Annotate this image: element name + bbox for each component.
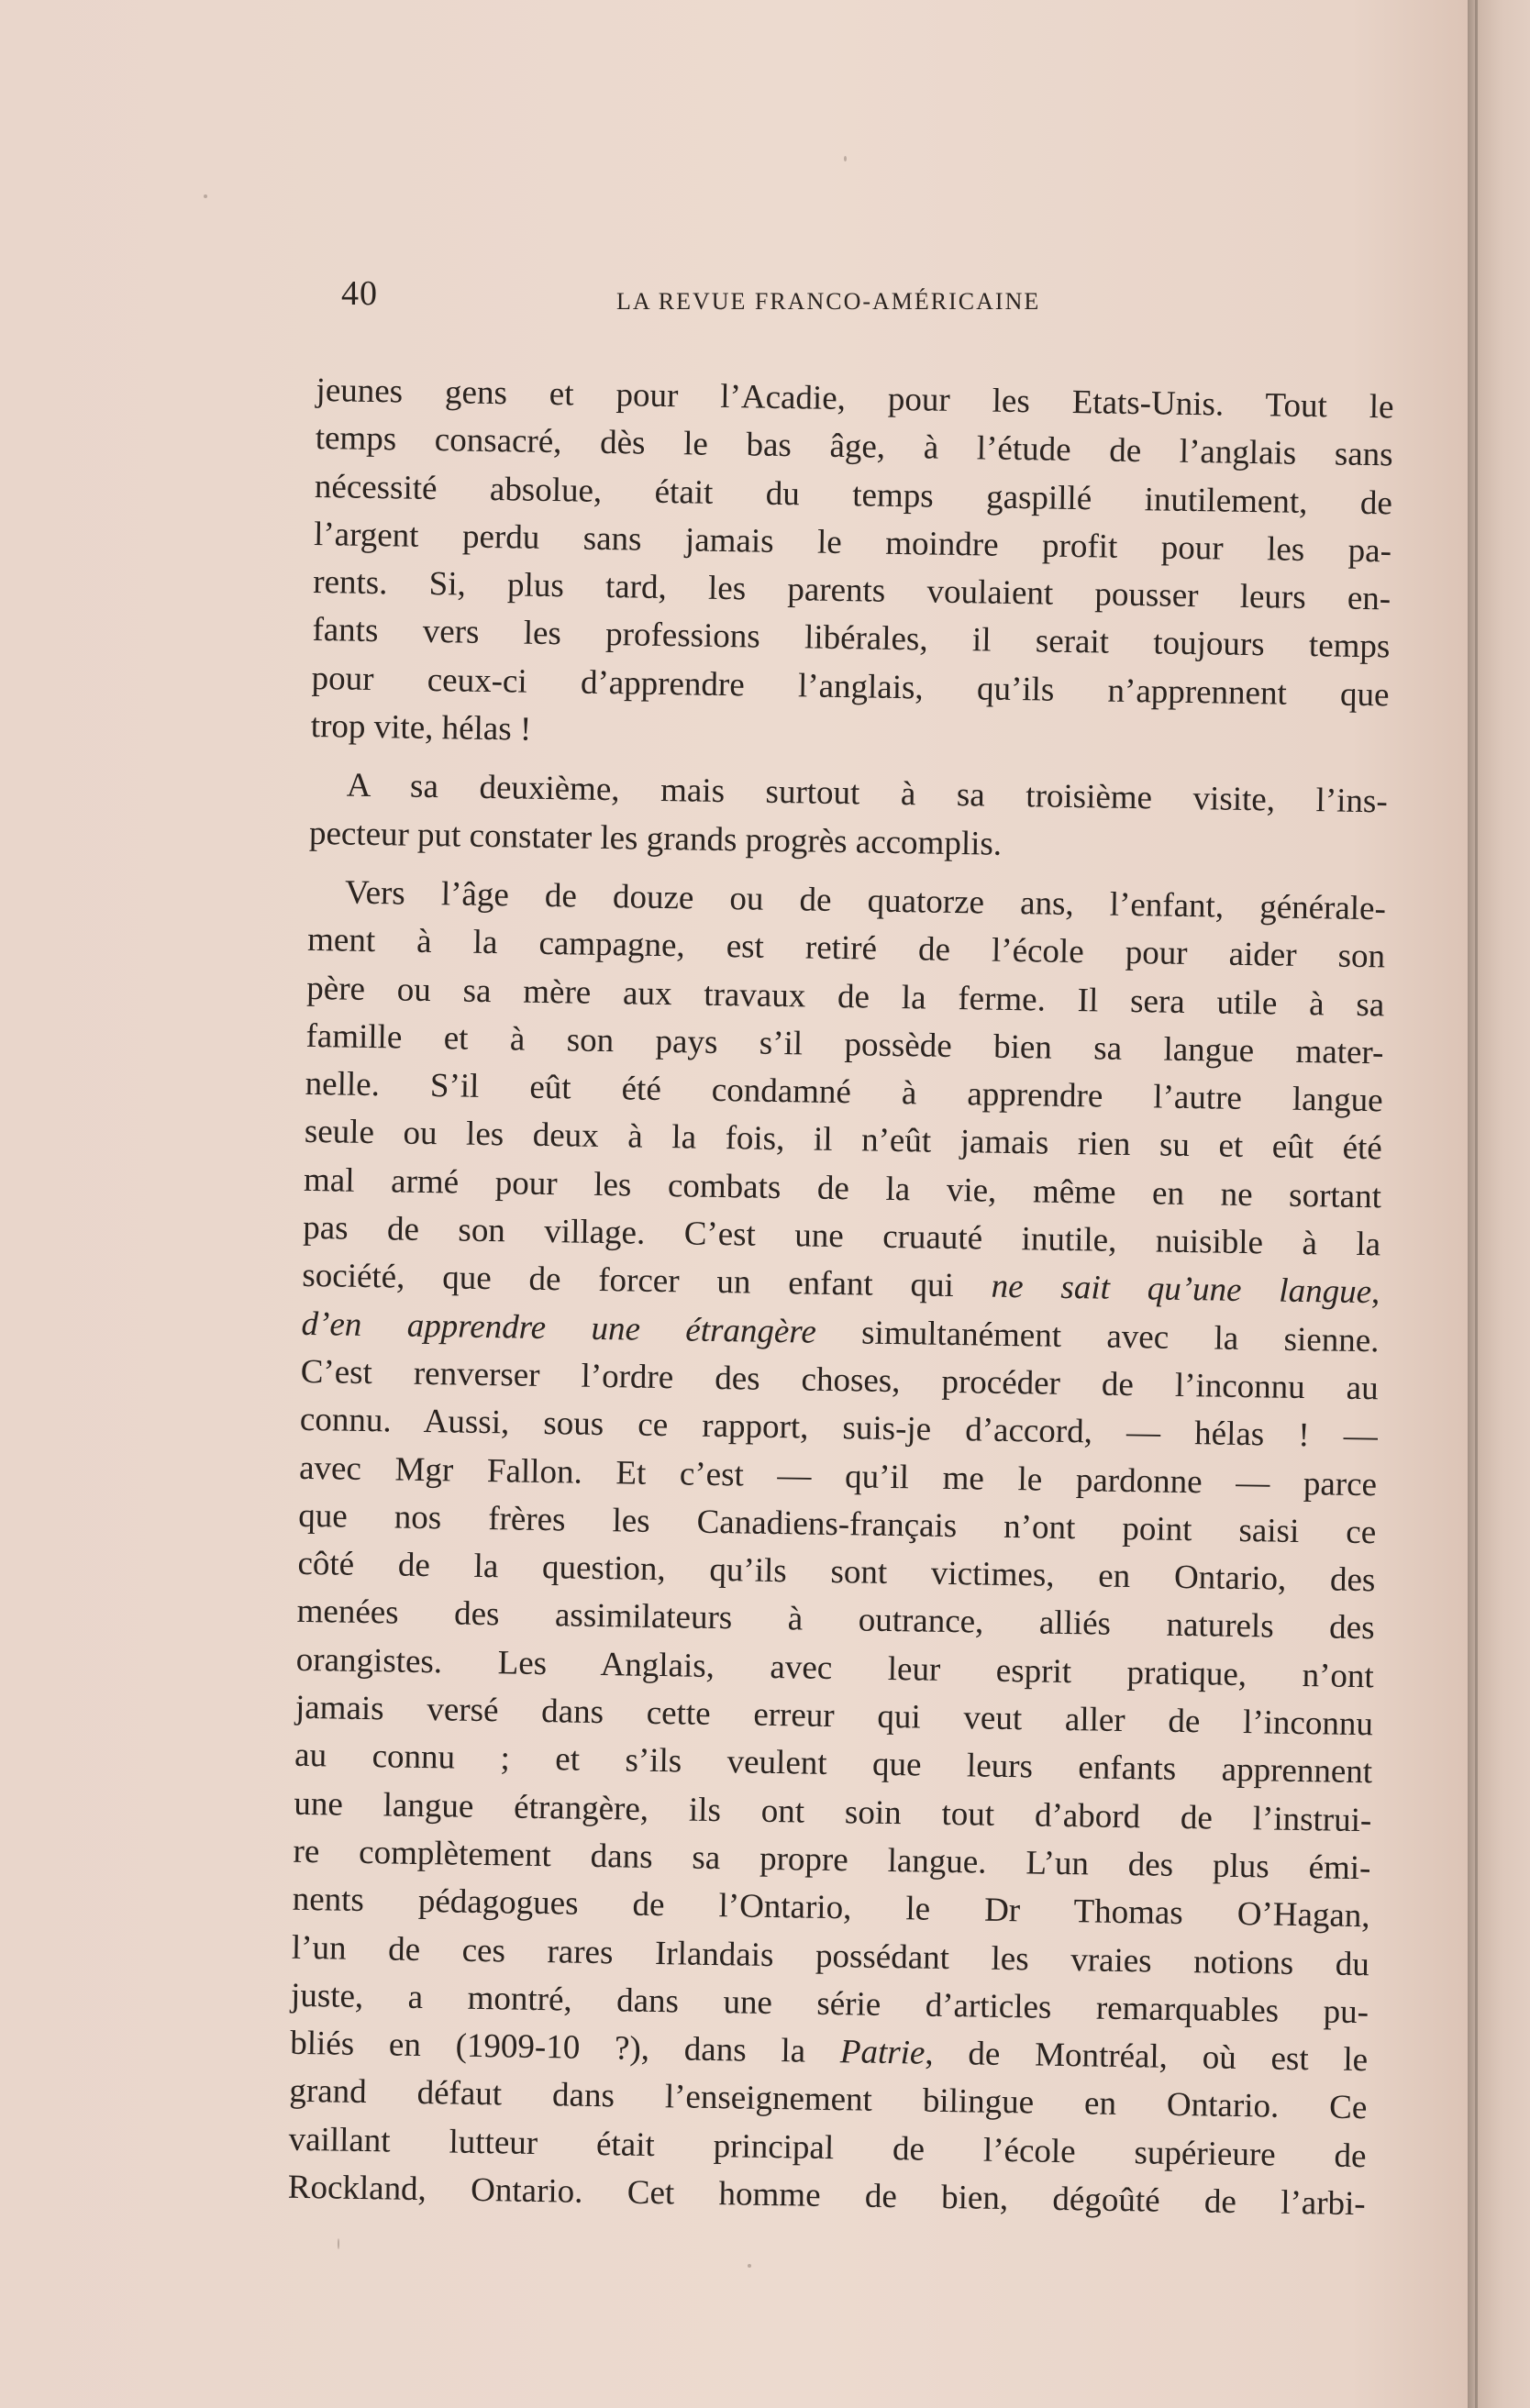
text-line: d’en apprendre une étrangère simultanément avec la sienne. xyxy=(301,1304,1380,1359)
text-line: ment à la campagne, est retiré de l’école pour aider son xyxy=(306,921,1386,976)
text-line: jamais versé dans cette erreur qui veut aller de l’inconnu xyxy=(294,1688,1374,1744)
text-line: avec Mgr Fallon. Et c’est — qu’il me le pardonne — parce xyxy=(298,1448,1378,1504)
paragraph-1 xyxy=(310,367,1416,768)
running-head xyxy=(341,273,1148,328)
paragraph-2 xyxy=(309,761,1411,874)
text-line: re complètement dans sa propre langue. L’un des plus émi- xyxy=(293,1832,1371,1888)
text-line: l’un de ces rares Irlandais possédant les vraies notions du xyxy=(291,1928,1370,1983)
text-line: société, que de forcer un enfant qui ne sait qu’une langue, xyxy=(302,1257,1380,1312)
text-line: pas de son village. C’est une cruauté inutile, nuisible à la xyxy=(302,1208,1381,1264)
text-line: seule ou les deux à la fois, il n’eût jamais rien su et eût été xyxy=(304,1113,1383,1168)
text-line: connu. Aussi, sous ce rapport, suis-je d’accord, — hélas ! — xyxy=(299,1401,1379,1456)
paper-speck xyxy=(338,2238,339,2249)
text-line: nécessité absolue, était du temps gaspillé inutilement, de xyxy=(314,467,1393,523)
journal-title: LA REVUE FRANCO-AMÉRICAINE xyxy=(616,288,1041,315)
text-line: juste, a montré, dans une série d’articles remarquables pu- xyxy=(290,1976,1369,2032)
text-line: bliés en (1909-10 ?), dans la Patrie, de Montréal, où est le xyxy=(289,2024,1369,2080)
text-line: nelle. S’il eût été condamné à apprendre l’autre langue xyxy=(305,1065,1383,1120)
text-line: père ou sa mère aux travaux de la ferme. Il sera utile à sa xyxy=(306,969,1385,1024)
text-line: Vers l’âge de douze ou de quatorze ans, l’enfant, générale- xyxy=(344,873,1387,928)
text-line: orangistes. Les Anglais, avec leur esprit pratique, n’ont xyxy=(295,1640,1375,1695)
text-line: trop vite, hélas ! xyxy=(310,707,532,749)
text-line: jeunes gens et pour l’Acadie, pour les Etats-Unis. Tout le xyxy=(316,371,1394,427)
text-line: fants vers les professions libérales, il serait toujours temps xyxy=(312,611,1391,666)
text-line: mal armé pour les combats de la vie, même en ne sortant xyxy=(303,1160,1382,1216)
text-line: famille et à son pays s’il possède bien sa langue mater- xyxy=(305,1016,1384,1072)
text-line: vaillant lutteur était principal de l’école supérieure de xyxy=(288,2120,1367,2175)
text-line: l’argent perdu sans jamais le moindre profit pour les pa- xyxy=(313,515,1392,571)
text-body xyxy=(287,367,1417,2240)
text-line: pour ceux-ci d’apprendre l’anglais, qu’ils n’apprennent que xyxy=(311,659,1390,715)
page-edge-shadow xyxy=(1475,0,1478,2408)
text-line: C’est renverser l’ordre des choses, procéder de l’inconnu au xyxy=(300,1352,1379,1408)
text-line: au connu ; et s’ils veulent que leurs enfants apprennent xyxy=(294,1737,1373,1792)
text-line: A sa deuxième, mais surtout à sa troisième visite, l’ins- xyxy=(346,766,1389,821)
text-line: pecteur put constater les grands progrès accomplis. xyxy=(308,814,1003,863)
text-line: une langue étrangère, ils ont soin tout d’abord de l’instrui- xyxy=(294,1784,1372,1839)
text-line: menées des assimilateurs à outrance, alliés naturels des xyxy=(296,1592,1375,1648)
paper-speck xyxy=(748,2264,751,2268)
paper-speck xyxy=(204,194,207,198)
text-line: temps consacré, dès le bas âge, à l’étude de l’anglais sans xyxy=(315,419,1393,474)
paper-speck xyxy=(844,156,847,161)
text-line: nents pédagogues de l’Ontario, le Dr Thomas O’Hagan, xyxy=(292,1880,1370,1936)
text-line: grand défaut dans l’enseignement bilingue en Ontario. Ce xyxy=(289,2072,1368,2127)
page-number: 40 xyxy=(341,274,378,313)
text-line: rents. Si, plus tard, les parents voulaient pousser leurs en- xyxy=(312,563,1391,618)
text-line: côté de la question, qu’ils sont victimes, en Ontario, des xyxy=(297,1544,1376,1600)
text-line: que nos frères les Canadiens-français n’ont point saisi ce xyxy=(298,1496,1377,1552)
paragraph-3 xyxy=(287,869,1409,2229)
text-line: Rockland, Ontario. Cet homme de bien, dégoûté de l’arbi- xyxy=(287,2168,1367,2224)
